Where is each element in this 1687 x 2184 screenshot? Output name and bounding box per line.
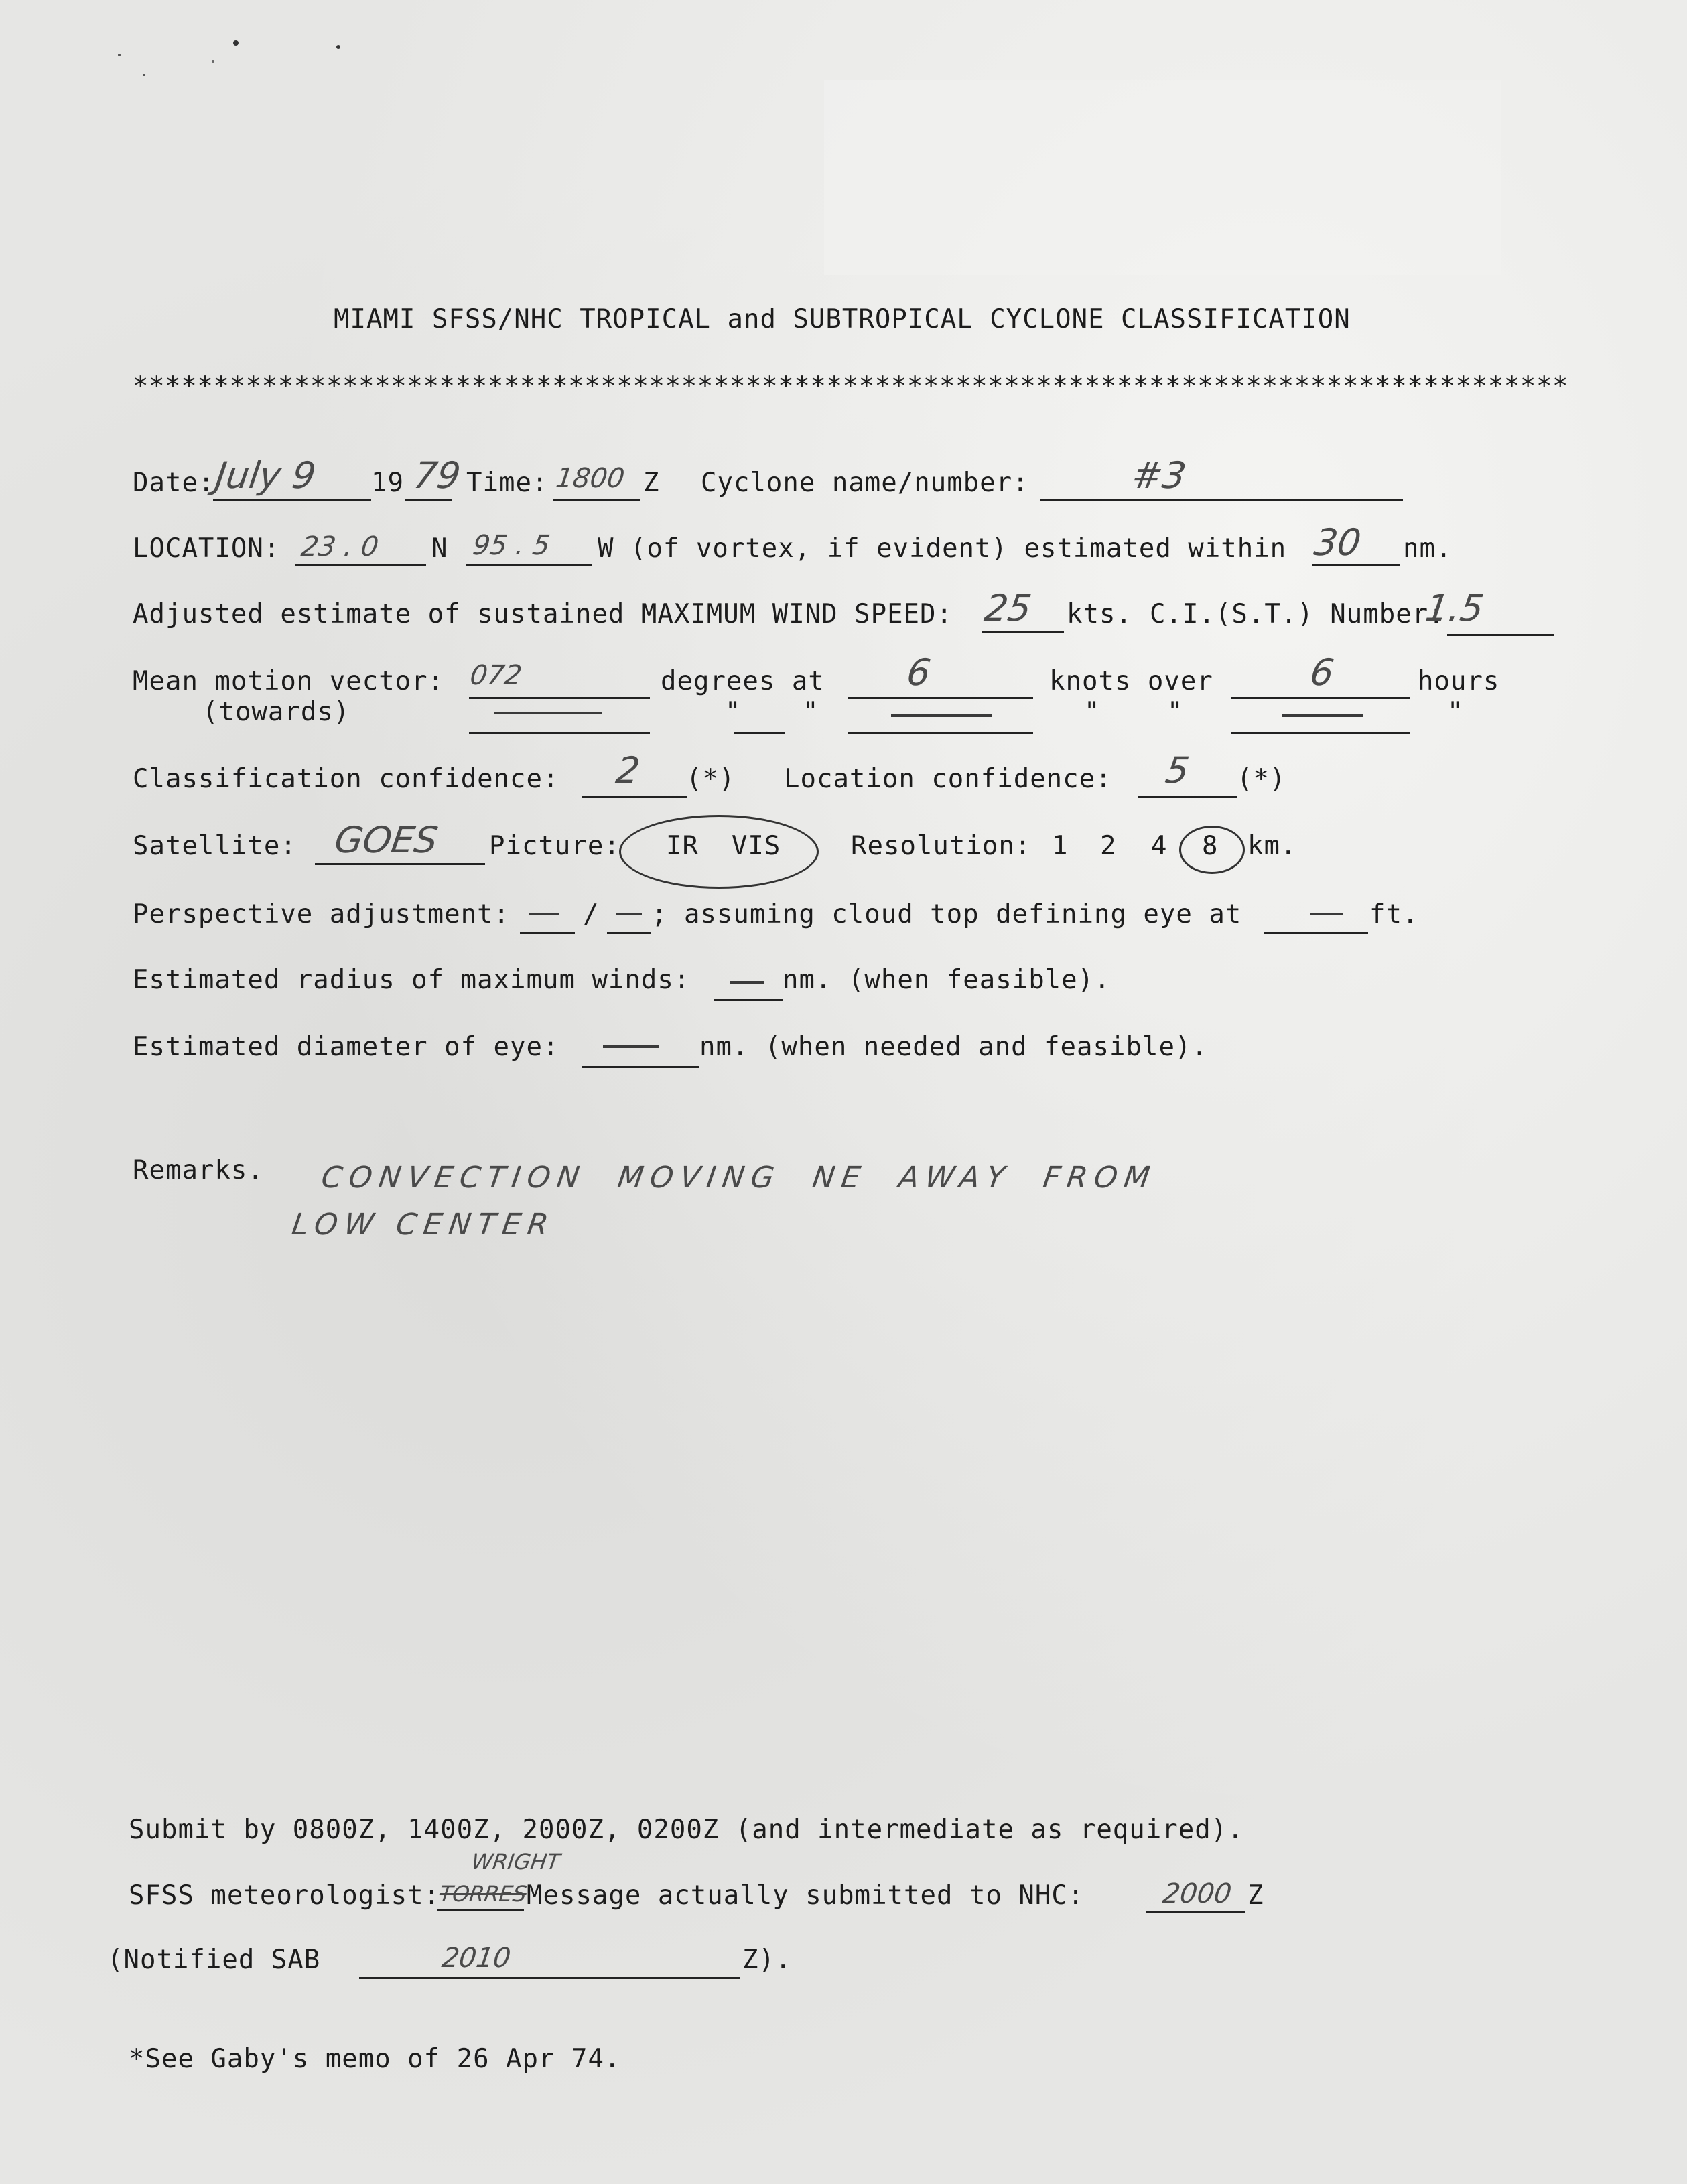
hours-underline — [1231, 697, 1410, 699]
knots-towards-dash — [891, 714, 992, 717]
notified-underline — [359, 1977, 740, 1979]
cloud-top-underline — [1264, 932, 1368, 934]
remarks-line-2: LOW CENTER — [289, 1208, 557, 1242]
perspective-label: Perspective adjustment: — [133, 899, 511, 929]
radius-label: Estimated radius of maximum winds: — [133, 965, 691, 995]
time-underline — [553, 499, 640, 501]
classification-confidence-underline — [582, 796, 687, 798]
latitude-value: 23 . 0 — [299, 531, 381, 562]
ditto-mark-5: " — [1447, 697, 1464, 727]
notified-prefix: (Notified SAB — [107, 1945, 321, 1975]
ci-underline — [1447, 634, 1554, 636]
radius-suffix: nm. (when feasible). — [783, 965, 1111, 995]
hours-towards-underline — [1231, 732, 1410, 734]
cloud-top-dash — [1310, 913, 1343, 915]
memo-footnote: *See Gaby's memo of 26 Apr 74. — [129, 2044, 621, 2074]
notified-suffix: Z). — [742, 1945, 792, 1975]
date-day-value: July 9 — [212, 454, 319, 497]
eye-label: Estimated diameter of eye: — [133, 1032, 559, 1062]
message-underline — [1146, 1911, 1245, 1913]
within-underline — [1312, 564, 1400, 566]
ci-label: C.I.(S.T.) Number: — [1150, 599, 1445, 629]
wind-speed-suffix: kts. — [1067, 599, 1132, 629]
hours-label: hours — [1418, 666, 1500, 696]
degrees-underline — [469, 697, 650, 699]
radius-underline — [714, 999, 783, 1001]
cyclone-underline — [1040, 499, 1403, 501]
satellite-value: GOES — [332, 819, 441, 861]
year-value: 79 — [411, 454, 464, 497]
remarks-line-1: CONVECTION MOVING NE AWAY FROM — [319, 1161, 1159, 1195]
ditto-mark-3: " — [1084, 697, 1101, 727]
form-title: MIAMI SFSS/NHC TROPICAL and SUBTROPICAL CYCLONE CLASSIFICATION — [334, 304, 1351, 334]
location-label: LOCATION: — [133, 533, 281, 564]
date-label: Date: — [133, 468, 215, 498]
classification-star: (*) — [686, 764, 736, 794]
latitude-underline — [295, 564, 426, 566]
wind-label: Adjusted estimate of sustained MAXIMUM WIND SPEED: — [133, 599, 953, 629]
satellite-label: Satellite: — [133, 831, 297, 861]
radius-dash — [730, 981, 764, 984]
resolution-option-2: 2 — [1100, 831, 1117, 861]
message-suffix: Z — [1247, 1880, 1264, 1911]
classification-confidence-label: Classification confidence: — [133, 764, 559, 794]
resolution-option-8: 8 — [1202, 831, 1219, 861]
perspective-slash: / — [583, 899, 600, 929]
cyclone-value: #3 — [1129, 454, 1189, 497]
year-underline — [405, 499, 452, 501]
towards-label: (towards) — [202, 697, 350, 727]
submit-instructions: Submit by 0800Z, 1400Z, 2000Z, 0200Z (and intermediate as required). — [129, 1815, 1244, 1845]
picture-options: IR VIS — [666, 831, 781, 861]
resolution-km: km. — [1247, 831, 1297, 861]
wind-speed-underline — [982, 631, 1064, 633]
satellite-underline — [315, 863, 485, 865]
cloud-top-ft: ft. — [1369, 899, 1419, 929]
date-underline — [213, 499, 371, 501]
degrees-towards-dash — [494, 712, 602, 714]
location-star: (*) — [1237, 764, 1286, 794]
remarks-label: Remarks. — [133, 1155, 264, 1185]
knots-towards-underline — [848, 732, 1033, 734]
resolution-selection-circle — [1179, 826, 1245, 874]
meteorologist-label: SFSS meteorologist: — [129, 1880, 441, 1911]
time-label: Time: — [466, 468, 549, 498]
knots-value: 6 — [904, 651, 933, 694]
longitude-underline — [466, 564, 592, 566]
degrees-value: 072 — [468, 660, 524, 691]
motion-label: Mean motion vector: — [133, 666, 445, 696]
asterisk-divider: ***************************************************************************************** — [133, 371, 1569, 401]
degrees-towards-underline — [469, 732, 650, 734]
resolution-label: Resolution: — [851, 831, 1032, 861]
ditto-mark-4: " — [1167, 697, 1184, 727]
perspective-underline-1 — [520, 932, 575, 934]
message-label: Message actually submitted to NHC: — [527, 1880, 1085, 1911]
resolution-option-4: 4 — [1151, 831, 1168, 861]
eye-suffix: nm. (when needed and feasible). — [699, 1032, 1208, 1062]
wind-speed-value: 25 — [982, 587, 1034, 629]
perspective-dash-1 — [529, 913, 559, 915]
longitude-value: 95 . 5 — [470, 530, 552, 561]
location-confidence-underline — [1138, 796, 1237, 798]
longitude-suffix: W (of vortex, if evident) estimated within — [598, 533, 1287, 564]
degrees-at-towards-underline — [734, 732, 785, 734]
perspective-mid-text: ; assuming cloud top defining eye at — [651, 899, 1242, 929]
meteorologist-value: TORRES — [437, 1881, 529, 1907]
knots-label: knots over — [1049, 666, 1213, 696]
location-confidence-label: Location confidence: — [784, 764, 1112, 794]
perspective-underline-2 — [607, 932, 651, 934]
degrees-label: degrees at — [661, 666, 825, 696]
hours-towards-dash — [1282, 714, 1363, 717]
classification-confidence-value: 2 — [613, 749, 643, 791]
within-value: 30 — [1311, 521, 1364, 564]
resolution-option-1: 1 — [1052, 831, 1069, 861]
location-confidence-value: 5 — [1162, 749, 1192, 791]
knots-underline — [848, 697, 1033, 699]
eye-dash — [603, 1045, 659, 1048]
meteorologist-underline — [437, 1909, 524, 1911]
message-value: 2000 — [1160, 1878, 1234, 1909]
meteorologist-correction: WRIGHT — [470, 1849, 562, 1874]
ci-value: 1.5 — [1422, 587, 1487, 629]
cyclone-label: Cyclone name/number: — [701, 468, 1029, 498]
ditto-mark-1: " — [725, 697, 742, 727]
perspective-dash-2 — [616, 913, 642, 915]
notified-value: 2010 — [440, 1943, 513, 1974]
eye-underline — [582, 1066, 699, 1068]
picture-label: Picture: — [489, 831, 620, 861]
time-suffix: Z — [643, 468, 660, 498]
latitude-suffix: N — [431, 533, 448, 564]
ditto-mark-2: " — [803, 697, 819, 727]
time-value: 1800 — [553, 463, 627, 494]
within-suffix: nm. — [1403, 533, 1453, 564]
hours-value: 6 — [1307, 651, 1337, 694]
century-label: 19 — [371, 468, 404, 498]
